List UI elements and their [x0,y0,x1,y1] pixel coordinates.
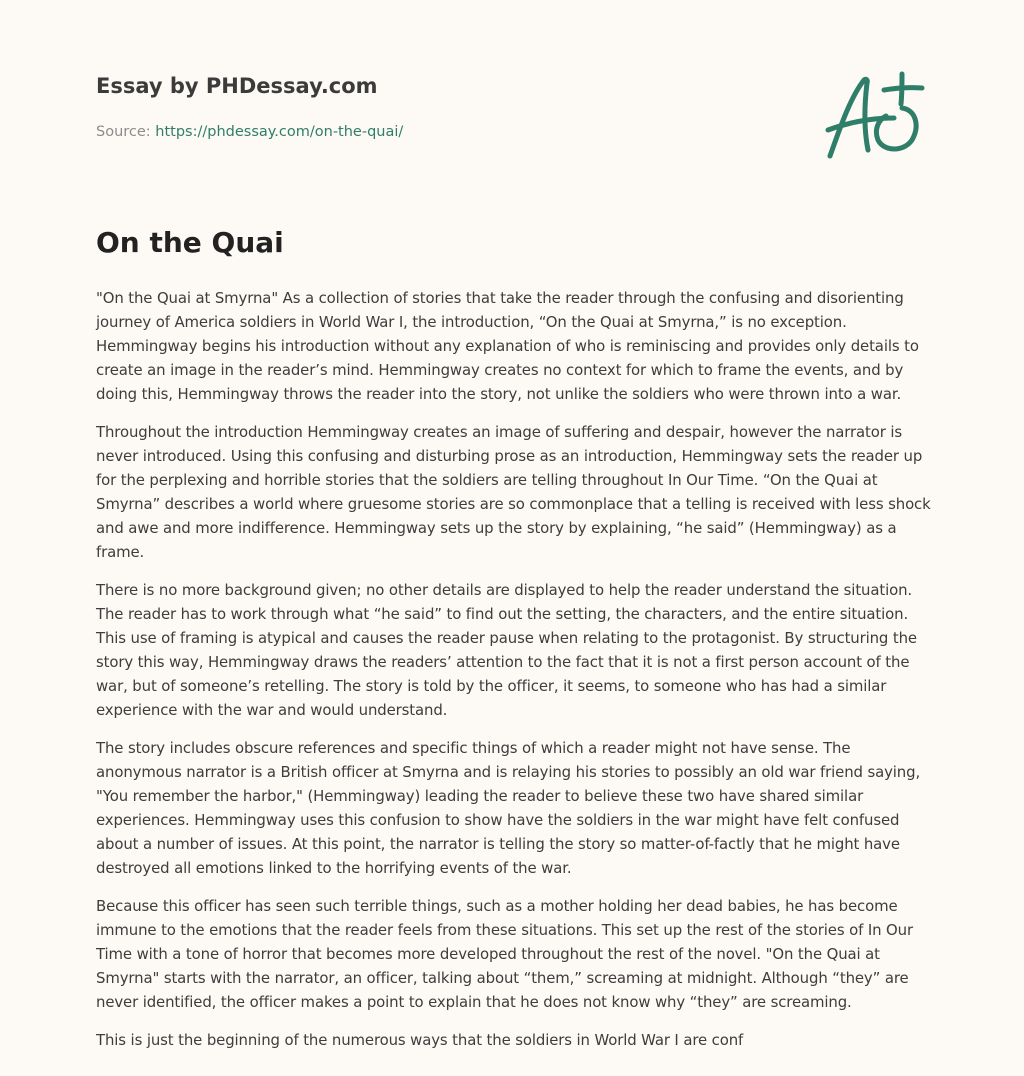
source-label: Source: [96,124,156,140]
essay-paragraph: "On the Quai at Smyrna" As a collection of stories that take the reader through the confusing and disorienting journey of America soldiers in World War I, the introduction, “On the Quai at Smyrna,” is no exception. Hemmingway begins his introduction without any explanation of who is reminiscing and provides only details to create an image in the reader’s mind. Hemmingway creates no context for which to frame the events, and by doing this, Hemmingway throws the reader into the story, not unlike the soldiers who were thrown into a war. [96,289,919,403]
essay-paragraph: Because this officer has seen such terrible things, such as a mother holding her dead babies, he has become immune to the emotions that the reader feels from these situations. This set up the rest of the stories of In Our Time with a tone of horror that becomes more developed throughout the rest of the novel. "On the Quai at Smyrna" starts with the narrator, an officer, talking about “them,” screaming at midnight. Although “they” are never identified, the officer makes a point to explain that he does not know why “they” are screaming. [96,897,913,1011]
essay-paragraph: There is no more background given; no other details are displayed to help the reader understand the situation. The reader has to work through what “he said” to find out the setting, the characters, and the entire situation. This use of framing is atypical and causes the reader pause when relating to the protagonist. By structuring the story this way, Hemmingway draws the readers’ attention to the fact that it is not a first person account of the war, but of someone’s retelling. The story is told by the officer, it seems, to someone who has had a similar experience with the war and would understand. [96,581,917,719]
site-brand: Essay by PHDessay.com [96,74,378,98]
essay-paragraph: Throughout the introduction Hemmingway creates an image of suffering and despair, however the narrator is never introduced. Using this confusing and disturbing prose as an introduction, Hemmingway sets the reader up for the perplexing and horrible stories that the soldiers are telling throughout In Our Time. “On the Quai at Smyrna” describes a world where gruesome stories are so commonplace that a telling is received with less shock and awe and more indifference. Hemmingway sets up the story by explaining, “he said” (Hemmingway) as a frame. [96,423,931,561]
logo-curl-stroke [876,108,916,149]
source-line [96,124,403,140]
essay-paragraph: This is just the beginning of the numerous ways that the soldiers in World War I are conf [96,1031,744,1049]
essay-title: On the Quai [96,226,284,259]
a-plus-grade-icon [820,68,926,164]
source-link[interactable]: https://phdessay.com/on-the-quai/ [155,124,404,140]
logo-a-stroke [830,79,868,156]
essay-paragraph: The story includes obscure references and specific things of which a reader might not have sense. The anonymous narrator is a British officer at Smyrna and is relaying his stories to possibly an old war friend saying, "You remember the harbor," (Hemmingway) leading the reader to believe these two have shared similar experiences. Hemmingway uses this confusion to show have the soldiers in the war might have felt confused about a number of issues. At this point, the narrator is telling the story so matter-of-factly that he might have destroyed all emotions linked to the horrifying events of the war. [96,739,921,877]
essay-body [96,286,936,1066]
logo-plus-bar-stroke [884,88,922,90]
